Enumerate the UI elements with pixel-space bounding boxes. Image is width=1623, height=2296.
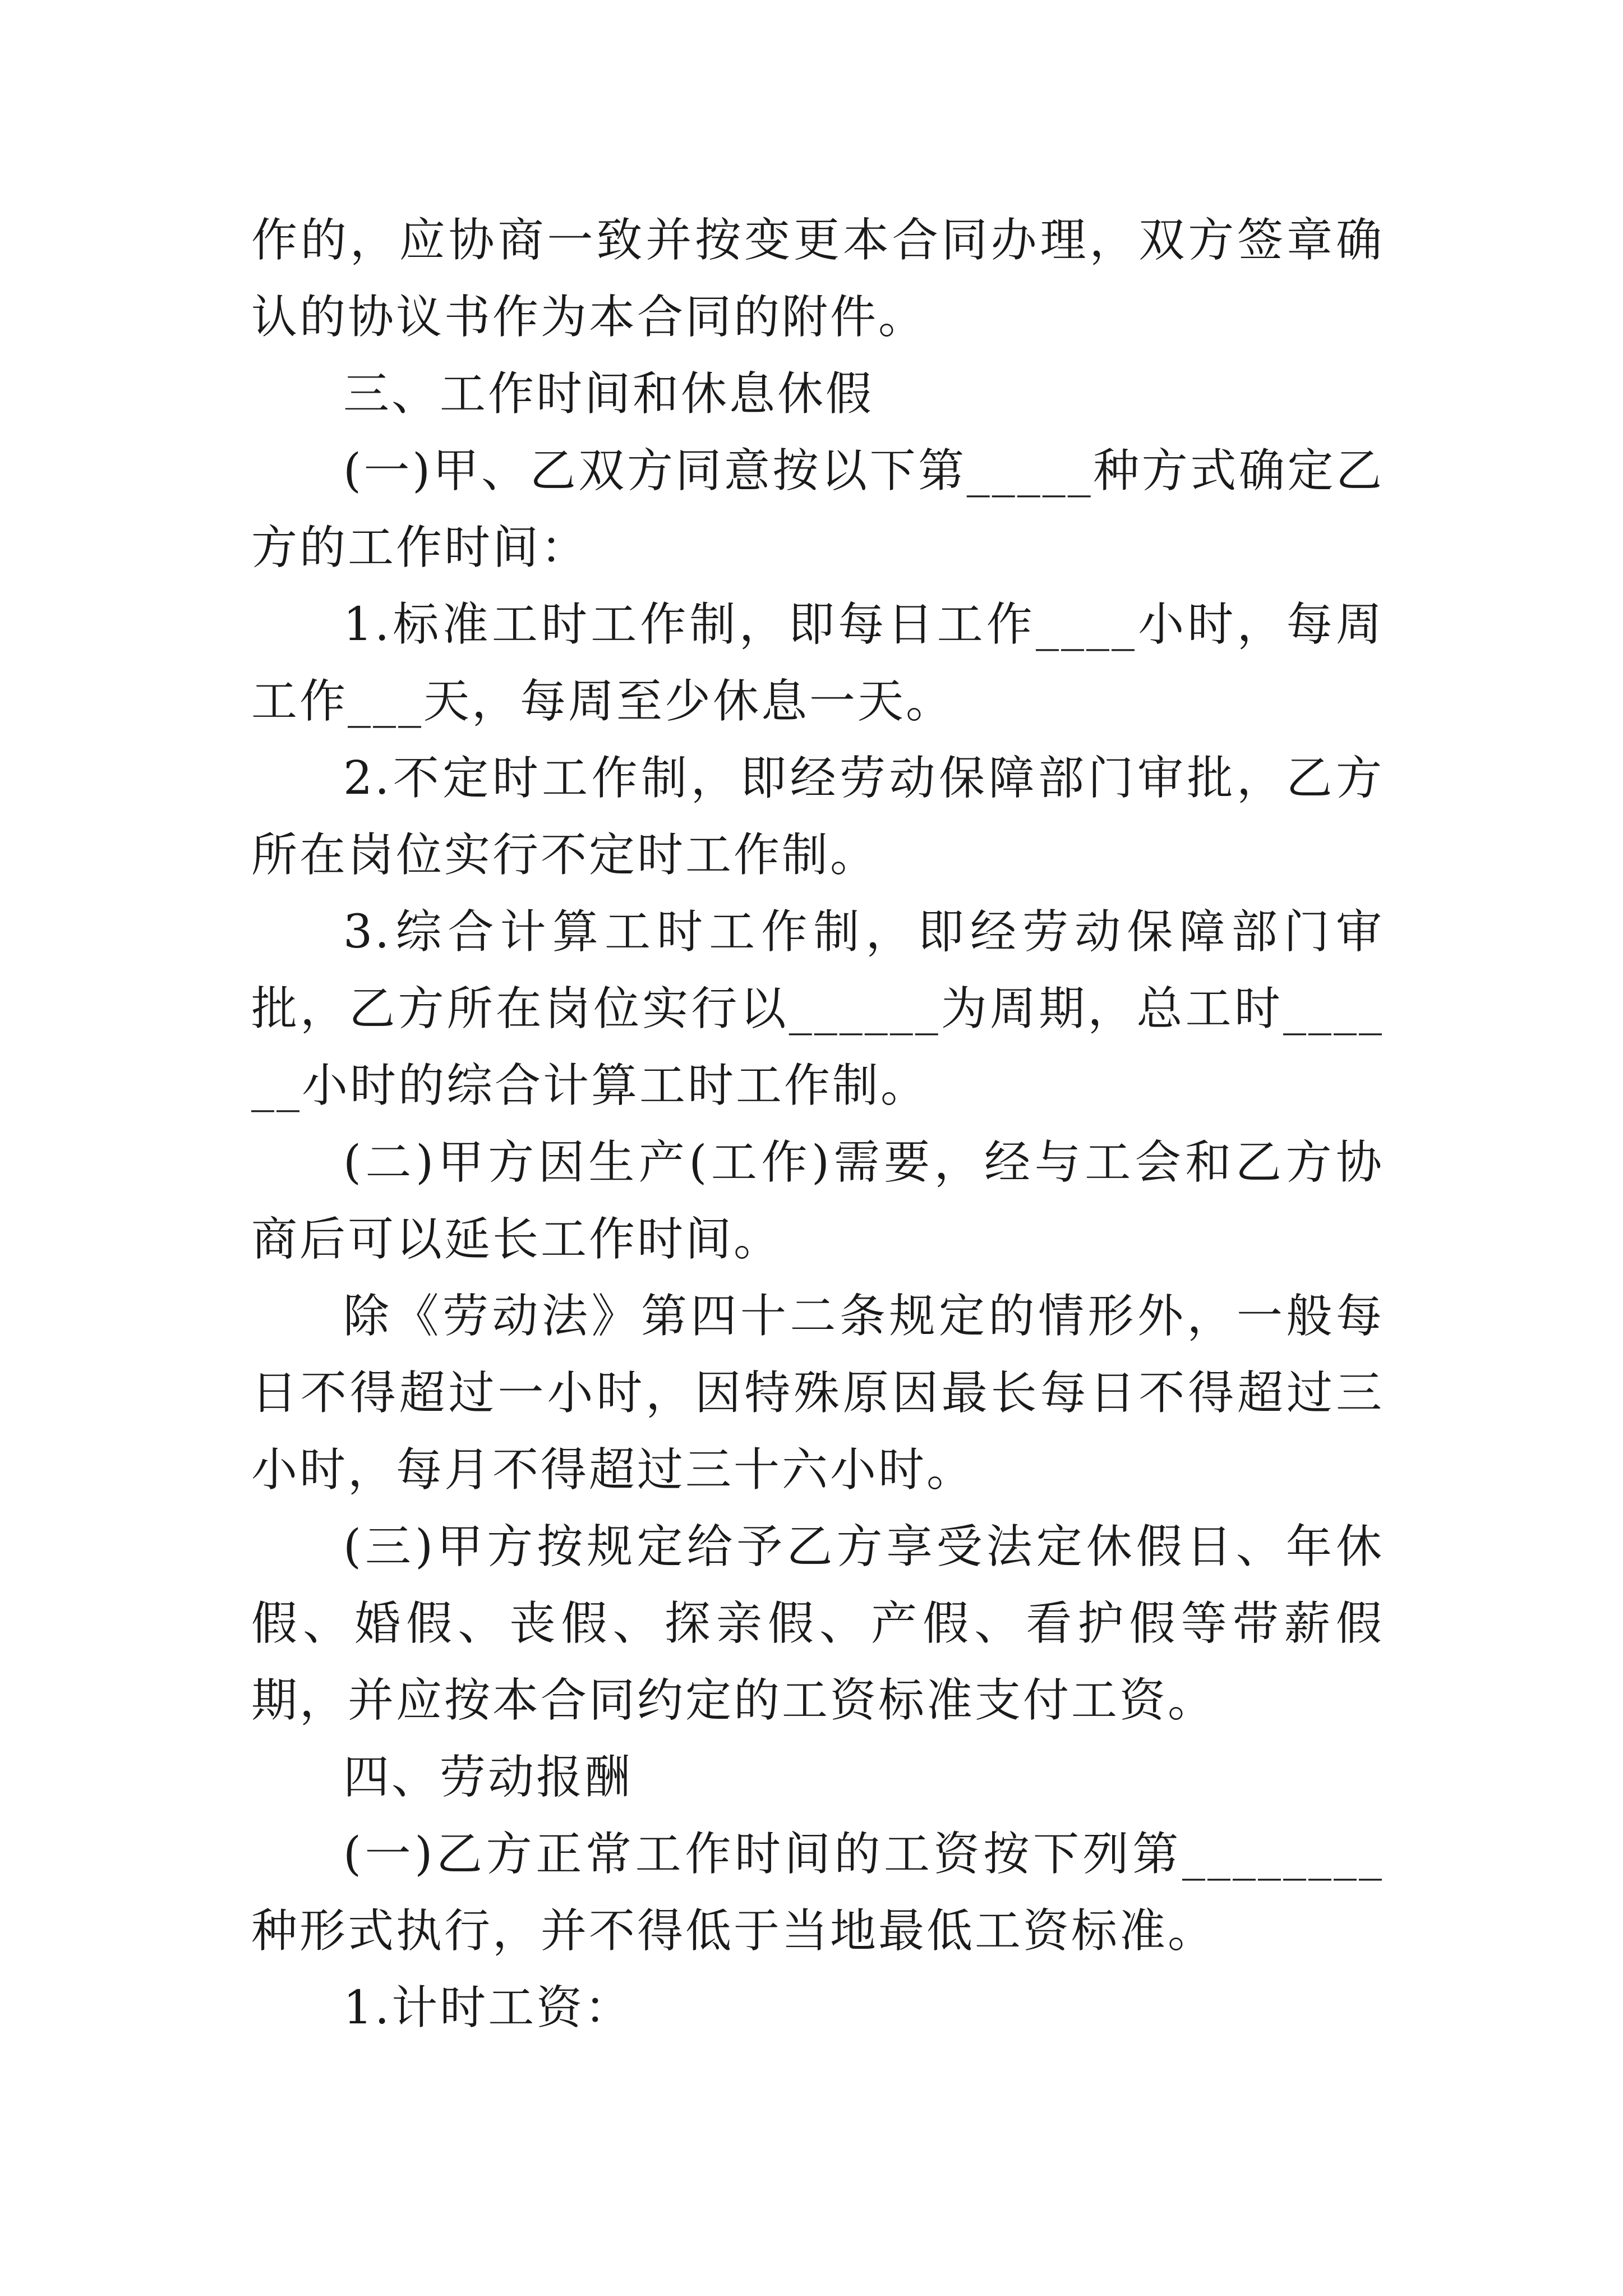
paragraph-hourly-wage: 1.计时工资： bbox=[343, 1981, 633, 2035]
paragraph-attachment-clause: 作的，应协商一致并按变更本合同办理，双方签章确认的协议书作为本合同的附件。 bbox=[251, 214, 1384, 344]
section-heading-work-time: 三、工作时间和休息休假 bbox=[343, 367, 874, 421]
contract-body bbox=[251, 202, 1384, 2046]
paragraph-flexible-hours: 2.不定时工作制，即经劳动保障部门审批，乙方所在岗位实行不定时工作制。 bbox=[251, 752, 1384, 882]
paragraph-overtime-limits: 除《劳动法》第四十二条规定的情形外，一般每日不得超过一小时，因特殊原因最长每日不得超过三小时，每月不得超过三十六小时。 bbox=[251, 1290, 1384, 1497]
paragraph-work-time-method: (一)甲、乙双方同意按以下第_____种方式确定乙方的工作时间： bbox=[251, 444, 1384, 574]
paragraph-paid-leave: (三)甲方按规定给予乙方享受法定休假日、年休假、婚假、丧假、探亲假、产假、看护假等带薪假期，并应按本合同约定的工资标准支付工资。 bbox=[251, 1520, 1384, 1727]
paragraph-standard-hours: 1.标准工时工作制，即每日工作____小时，每周工作___天，每周至少休息一天。 bbox=[251, 598, 1384, 728]
paragraph-wage-form: (一)乙方正常工作时间的工资按下列第________种形式执行，并不得低于当地最低工资标准。 bbox=[251, 1828, 1384, 1958]
paragraph-overtime: (二)甲方因生产(工作)需要，经与工会和乙方协商后可以延长工作时间。 bbox=[251, 1136, 1384, 1266]
paragraph-comprehensive-hours: 3.综合计算工时工作制，即经劳动保障部门审批，乙方所在岗位实行以______为周期，总工时______小时的综合计算工时工作制。 bbox=[251, 905, 1384, 1112]
section-heading-remuneration: 四、劳动报酬 bbox=[343, 1751, 633, 1804]
